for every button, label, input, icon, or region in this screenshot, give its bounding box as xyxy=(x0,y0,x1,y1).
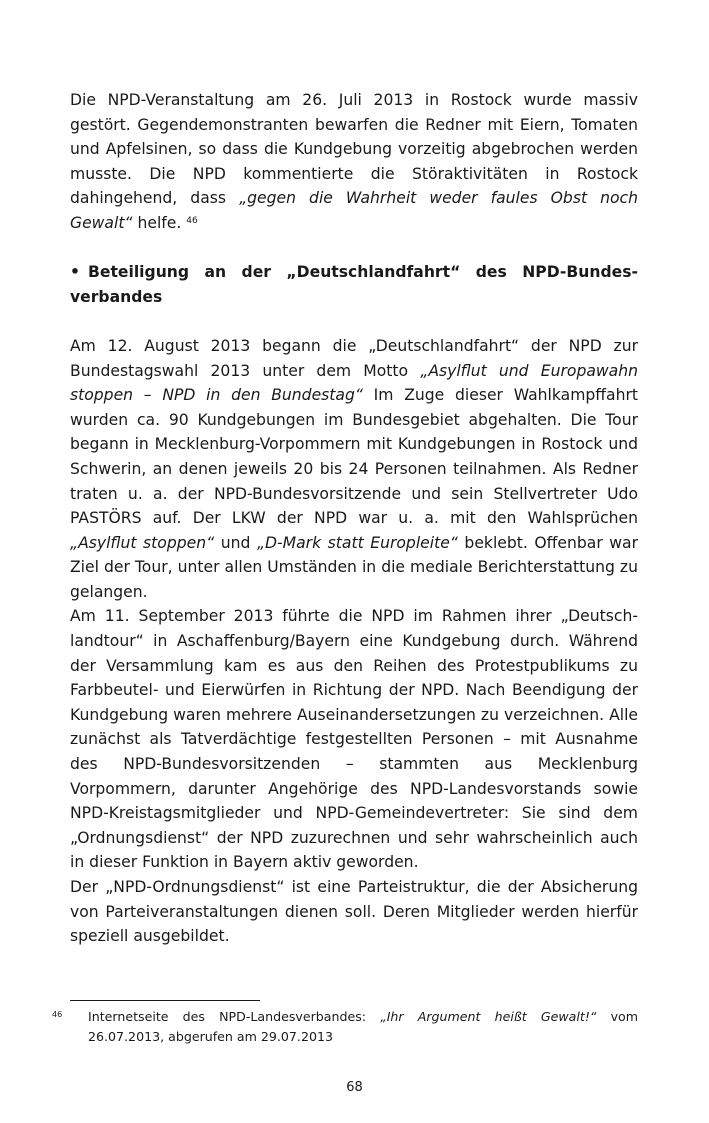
paragraph-text: Die NPD-Veranstaltung am 26. Juli 2013 in Rostock wurde massiv gestört. Gegendemonstranten bewarfen die Redner mit Eiern, Tomaten und Apfelsinen, so dass die Kundgebung vorzeitig abgebrochen werden musste. Die NPD kommentierte die Störaktivitäten in Rostock dahingehend, dass xyxy=(70,91,638,208)
footnote-text: vom 26.07.2013, abgerufen am 29.07.2013 xyxy=(88,1009,638,1044)
footnote-body xyxy=(52,1005,638,1047)
quote-italic: „Asylflut stoppen“ xyxy=(70,533,215,552)
footnote-number: 46 xyxy=(52,1010,63,1019)
paragraph-text: und xyxy=(214,533,257,552)
bullet-icon: • xyxy=(70,263,80,282)
quote-italic: „gegen die Wahrheit weder faules Obst noch Gewalt“ xyxy=(70,189,638,232)
paragraph-rostock-event xyxy=(70,88,638,236)
paragraph-deutschlandfahrt xyxy=(70,334,638,605)
quote-italic: „Asylflut und Europawahn stoppen – NPD in den Bundestag“ xyxy=(70,361,638,405)
paragraph-text: Im Zuge dieser Wahlkampffahrt wurden ca. 90 Kundgebungen im Bundesgebiet abgehalten. Die Tour begann in Mecklenburg-Vorpommern mit Kundgebungen in Rostock und Schwerin, an denen jeweils 20 bis 24 Personen teilnahmen. Als Redner traten u. a. der NPD-Bundesvorsitzende und sein Stellvertreter Udo PASTÖRS auf. Der LKW der NPD war u. a. mit den Wahlsprüchen xyxy=(70,386,638,528)
paragraph-text: Am 12. August 2013 begann die „Deutschlandfahrt“ der NPD zur Bundestagswahl 2013 unter dem Motto xyxy=(70,336,638,380)
footnote-reference: 46 xyxy=(186,215,198,226)
main-content xyxy=(70,88,638,949)
footnote xyxy=(52,1005,638,1047)
footnote-text: Internetseite des NPD-Landesverbandes: xyxy=(88,1009,381,1024)
paragraph-text: Der „NPD-Ordnungsdienst“ ist eine Parteistruktur, die der Absicherung von Parteiveranstaltungen dienen soll. Deren Mitglieder werden hierfür speziell ausgebildet. xyxy=(70,878,638,946)
paragraph-aschaffenburg xyxy=(70,604,638,875)
paragraph-text: beklebt. Offenbar war Ziel der Tour, unter allen Umständen in die mediale Berichterstattung zu gelangen. xyxy=(70,533,639,601)
footnote-divider xyxy=(70,1000,260,1001)
paragraph-ordnungsdienst xyxy=(70,875,638,949)
footnote-italic: „Ihr Argument heißt Gewalt!“ xyxy=(380,1009,597,1024)
quote-italic: „D-Mark statt Europleite“ xyxy=(256,533,458,552)
paragraph-spacer xyxy=(70,236,638,261)
page-number: 68 xyxy=(346,1080,363,1095)
paragraph-text: helfe. xyxy=(132,213,187,232)
paragraph-text: Am 11. September 2013 führte die NPD im Rahmen ihrer „Deutschlandtour“ in Aschaffenburg/Bayern eine Kundgebung durch. Während der Versammlung kam es aus den Reihen des Protestpublikums zu Farbbeutel- und Eierwürfen in Richtung der NPD. Nach Beendigung der Kundgebung waren mehrere Auseinandersetzungen zu verzeichnen. Alle zunächst als Tatverdächtige festgestellten Personen – mit Ausnahme des NPD-Bundesvorsitzenden – stammten aus Mecklenburg Vorpommern, darunter Angehörige des NPD-Landesvorstands sowie NPD-Kreistagsmitglieder und NPD-Gemeindevertreter: Sie sind dem „Ordnungsdienst“ der NPD zuzurechnen und sehr wahrscheinlich auch in dieser Funktion in Bayern aktiv geworden. xyxy=(70,607,638,872)
section-heading-text: Beteiligung an der „Deutschlandfahrt“ des NPD-Bundesverbandes xyxy=(70,263,638,306)
paragraph-spacer xyxy=(70,309,638,334)
section-heading xyxy=(70,260,638,309)
